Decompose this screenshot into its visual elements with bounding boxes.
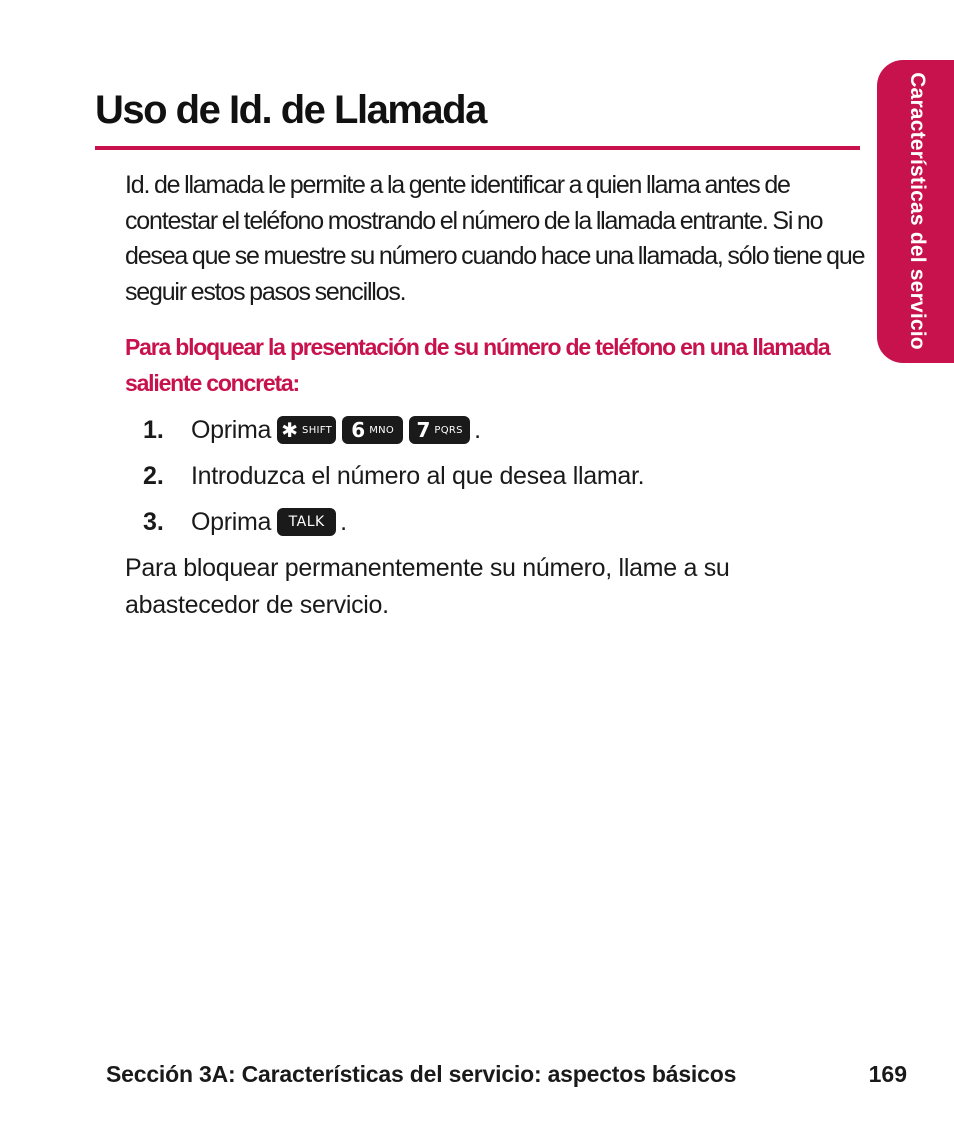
asterisk-icon: ✱ bbox=[281, 418, 299, 442]
step-text: Oprima bbox=[191, 507, 272, 536]
key-digit: 7 bbox=[416, 418, 431, 442]
section-side-tab bbox=[877, 60, 954, 363]
key-sublabel: PQRS bbox=[434, 424, 463, 436]
title-divider bbox=[95, 146, 860, 150]
key-7 bbox=[409, 416, 470, 444]
key-sublabel: MNO bbox=[369, 424, 395, 436]
key-digit: 6 bbox=[351, 418, 366, 442]
step-number: 1. bbox=[143, 415, 164, 444]
step-number: 3. bbox=[143, 507, 164, 536]
page-number: 169 bbox=[868, 1061, 907, 1087]
step-1 bbox=[143, 410, 843, 450]
page-title: Uso de Id. de Llamada bbox=[95, 88, 486, 132]
key-sublabel: SHIFT bbox=[302, 424, 333, 436]
footer-section-title: Sección 3A: Características del servicio: aspectos básicos bbox=[106, 1061, 737, 1087]
step-3 bbox=[143, 502, 843, 542]
step-end: . bbox=[340, 507, 348, 536]
key-6 bbox=[342, 416, 403, 444]
shift-key bbox=[277, 416, 336, 444]
closing-paragraph: Para bloquear permanentemente su número, llame a su abastecedor de servicio. bbox=[125, 554, 730, 619]
step-text: Introduzca el número al que desea llamar. bbox=[191, 461, 645, 490]
intro-paragraph: Id. de llamada le permite a la gente identificar a quien llama antes de contestar el teléfono mostrando el número de la llamada entrante. Si no desea que se muestre su número cuando hace una llamada, sólo tiene que seguir estos pasos sencillos. bbox=[125, 171, 865, 306]
step-text: Oprima bbox=[191, 415, 272, 444]
step-2 bbox=[143, 456, 843, 496]
step-end: . bbox=[474, 415, 482, 444]
side-tab-label: Características del servicio bbox=[906, 72, 929, 350]
procedure-heading: Para bloquear la presentación de su número de teléfono en una llamada saliente concreta: bbox=[125, 334, 830, 396]
talk-key: TALK bbox=[277, 508, 336, 536]
step-number: 2. bbox=[143, 461, 164, 490]
